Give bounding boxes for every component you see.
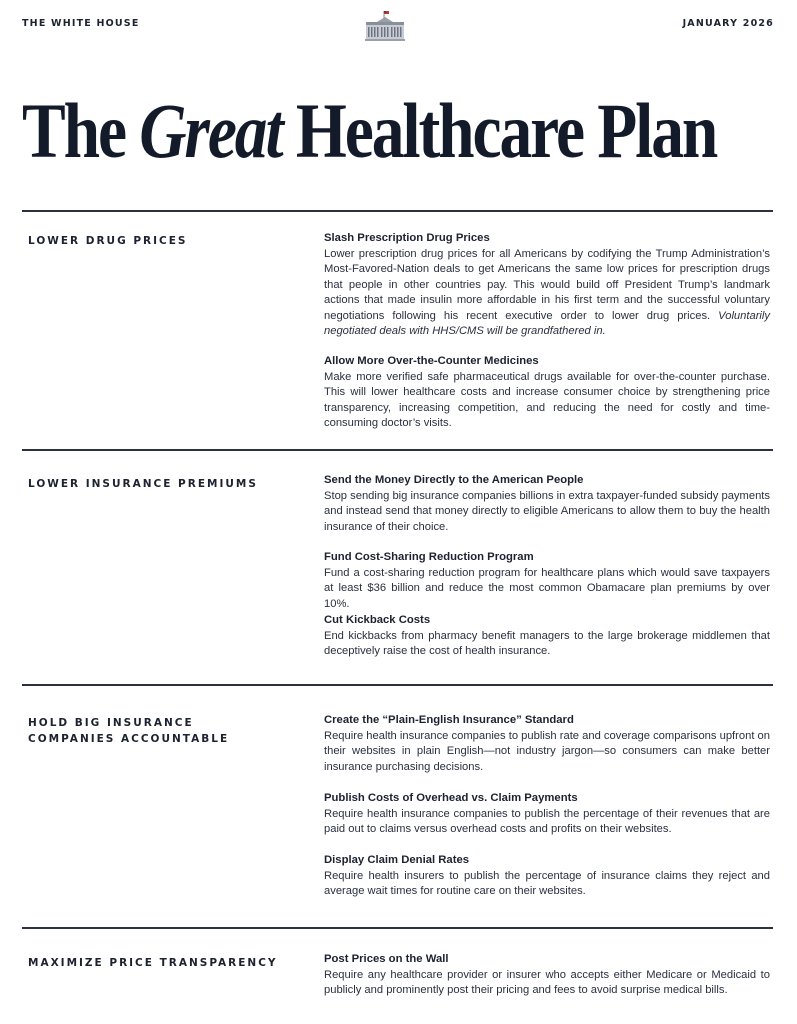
plan-item bbox=[324, 791, 770, 838]
item-heading: Send the Money Directly to the American People bbox=[324, 474, 584, 486]
section-label-line-1: HOLD BIG INSURANCE bbox=[28, 717, 194, 729]
page-title bbox=[22, 86, 717, 176]
item-heading: Slash Prescription Drug Prices bbox=[324, 232, 490, 244]
section-divider bbox=[22, 449, 773, 451]
title-part-2: Healthcare Plan bbox=[281, 87, 717, 174]
section-label-hold-big-insurance-accountable bbox=[28, 715, 229, 747]
title-italic: Great bbox=[139, 87, 282, 174]
white-house-icon bbox=[364, 8, 406, 42]
item-body: Lower prescription drug prices for all Americans by codifying the Trump Administration’s Most-Favored-Nation deals to get Americans the same low prices for prescription drugs that people in other countries pay. This would build off President Trump’s landmark actions that made insulin more affordable in his first term and the successful voluntary negotiations following his recent executive order to lower drug prices. Voluntarily negotiated deals with HHS/CMS will be grandfathered in. bbox=[324, 247, 770, 337]
section-label-line-2: COMPANIES ACCOUNTABLE bbox=[28, 733, 230, 745]
plan-item bbox=[324, 613, 770, 660]
item-heading: Allow More Over-the-Counter Medicines bbox=[324, 355, 539, 367]
section-divider bbox=[22, 684, 773, 686]
item-heading: Cut Kickback Costs bbox=[324, 614, 431, 626]
item-heading: Display Claim Denial Rates bbox=[324, 854, 470, 866]
item-heading: Publish Costs of Overhead vs. Claim Payments bbox=[324, 792, 578, 804]
item-body: Require health insurance companies to publish rate and coverage comparisons upfront on their websites in plain English—not industry jargon—so consumers can make better insurance purchasing decisions. bbox=[324, 729, 770, 773]
section-label-lower-insurance-premiums: LOWER INSURANCE PREMIUMS bbox=[28, 478, 258, 490]
page-header bbox=[0, 0, 797, 50]
section-divider bbox=[22, 927, 773, 929]
publish-date: JANUARY 2026 bbox=[682, 18, 774, 29]
title-part-1: The bbox=[22, 87, 140, 174]
item-heading: Fund Cost-Sharing Reduction Program bbox=[324, 551, 534, 563]
item-body-italic: Voluntarily negotiated deals with HHS/CMS will be grandfathered in. bbox=[324, 309, 770, 337]
item-body: Require health insurance companies to publish the percentage of their revenues that are paid out to claims versus overhead costs and profits on their websites. bbox=[324, 807, 770, 835]
item-body: End kickbacks from pharmacy benefit managers to the large brokerage middlemen that deceptively raise the cost of health insurance. bbox=[324, 629, 770, 657]
section-divider bbox=[22, 210, 773, 212]
item-body: Require health insurers to publish the percentage of insurance claims they reject and average wait times for routine care on their websites. bbox=[324, 869, 770, 897]
plan-item bbox=[324, 853, 770, 900]
org-name: THE WHITE HOUSE bbox=[22, 18, 140, 29]
item-body: Stop sending big insurance companies billions in extra taxpayer-funded subsidy payments and instead send that money directly to eligible Americans to allow them to buy the health insurance of their choice. bbox=[324, 489, 770, 533]
plan-item bbox=[324, 473, 770, 535]
item-body: Make more verified safe pharmaceutical drugs available for over-the-counter purchase. This will lower healthcare costs and increase consumer choice by strengthening price transparency, increasing competition, and reducing the need for costly and time-consuming doctor’s visits. bbox=[324, 370, 770, 429]
section-label-lower-drug-prices: LOWER DRUG PRICES bbox=[28, 235, 188, 247]
item-heading: Create the “Plain-English Insurance” Standard bbox=[324, 714, 574, 726]
plan-item bbox=[324, 354, 770, 432]
section-label-maximize-price-transparency: MAXIMIZE PRICE TRANSPARENCY bbox=[28, 957, 278, 969]
item-body: Fund a cost-sharing reduction program for healthcare plans which would save taxpayers at least $36 billion and reduce the most common Obamacare plan premiums by over 10%. bbox=[324, 566, 770, 610]
item-heading: Post Prices on the Wall bbox=[324, 953, 449, 965]
plan-item bbox=[324, 550, 770, 612]
item-body: Require any healthcare provider or insurer who accepts either Medicare or Medicaid to publicly and prominently post their pricing and fees to avoid surprise medical bills. bbox=[324, 968, 770, 996]
plan-item bbox=[324, 952, 770, 999]
plan-item bbox=[324, 713, 770, 775]
plan-item bbox=[324, 231, 770, 340]
